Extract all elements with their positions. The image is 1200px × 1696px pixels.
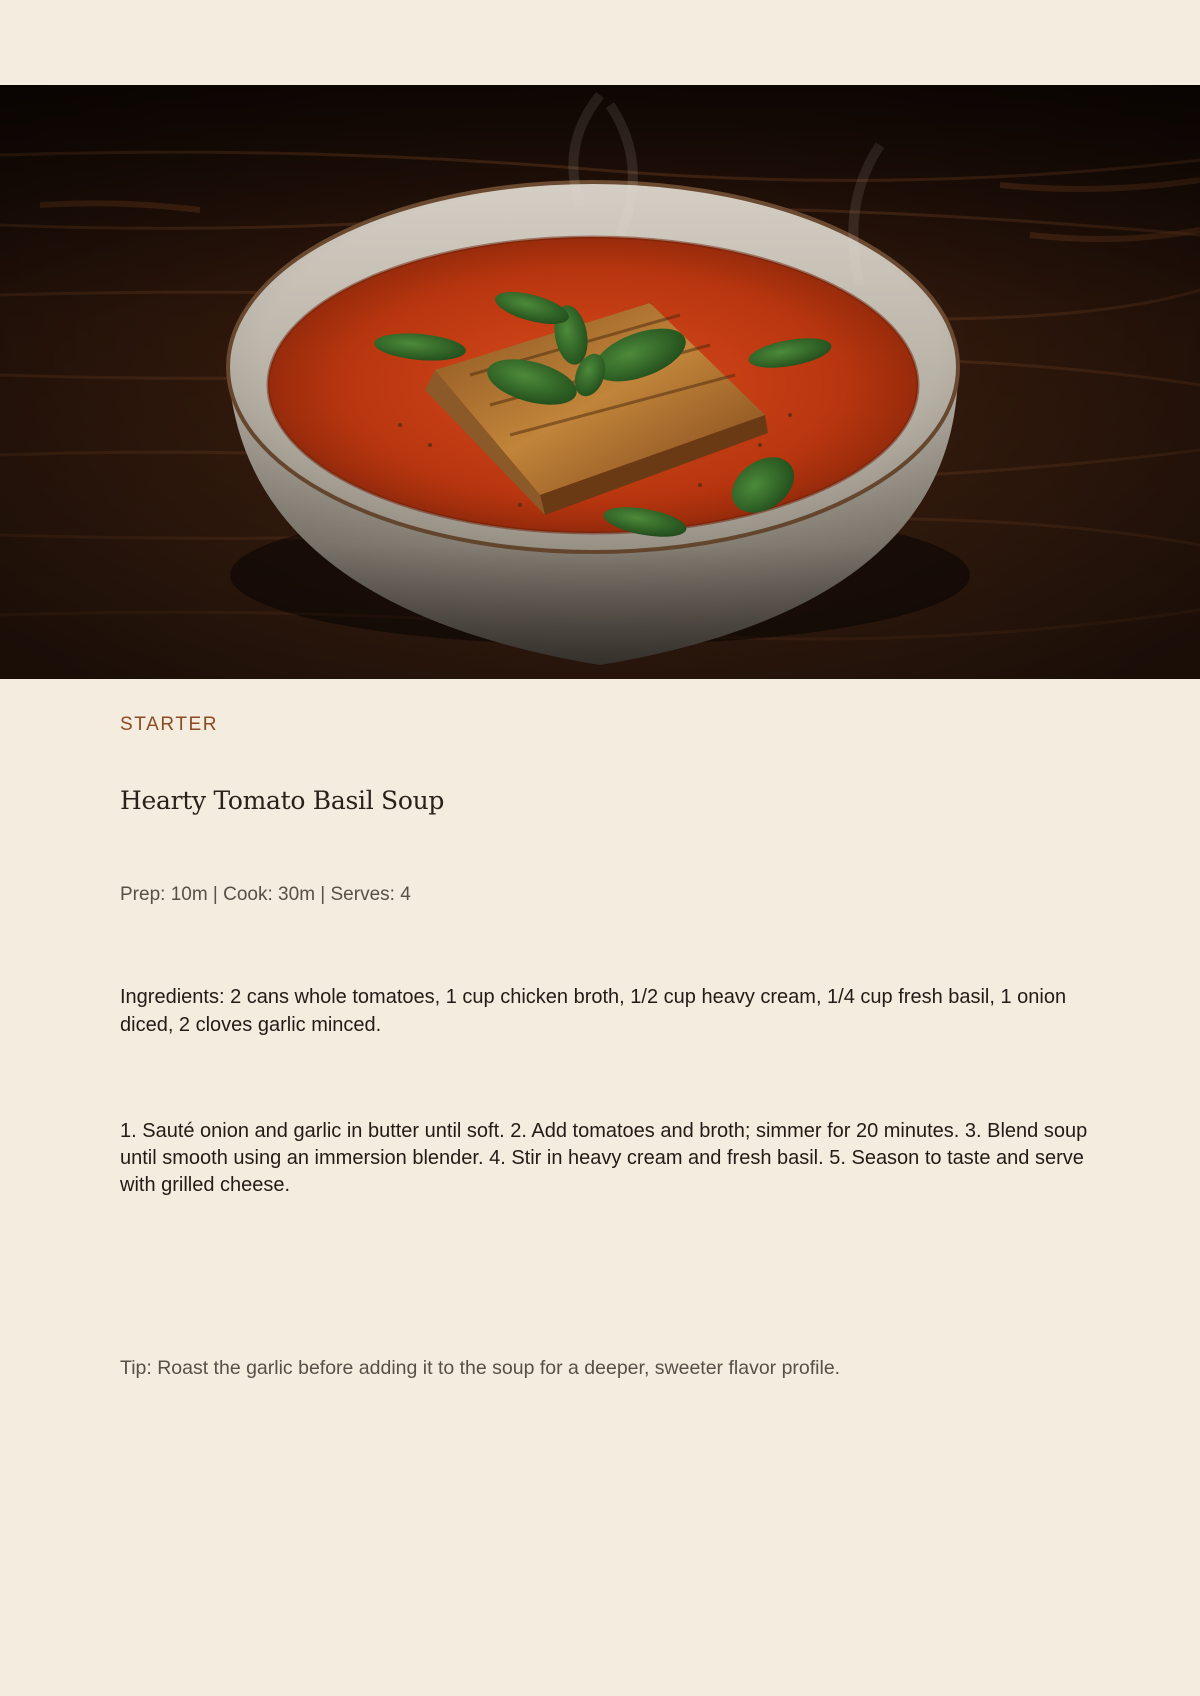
soup-bowl-photo	[0, 85, 1200, 679]
recipe-meta: Prep: 10m | Cook: 30m | Serves: 4	[120, 884, 411, 905]
recipe-ingredients: Ingredients: 2 cans whole tomatoes, 1 cup chicken broth, 1/2 cup heavy cream, 1/4 cup fresh basil, 1 onion diced, 2 cloves garlic minced.	[120, 986, 1067, 1036]
recipe-category: STARTER	[120, 714, 219, 735]
recipe-title: Hearty Tomato Basil Soup	[120, 786, 445, 815]
recipe-method: 1. Sauté onion and garlic in butter until soft. 2. Add tomatoes and broth; simmer for 20 minutes. 3. Blend soup until smooth using an immersion blender. 4. Stir in heavy cream and fresh basil. 5. Season to taste and serve with grilled cheese.	[120, 1120, 1088, 1196]
recipe-tip: Tip: Roast the garlic before adding it to the soup for a deeper, sweeter flavor profile.	[120, 1357, 841, 1379]
hero-image	[0, 85, 1200, 679]
